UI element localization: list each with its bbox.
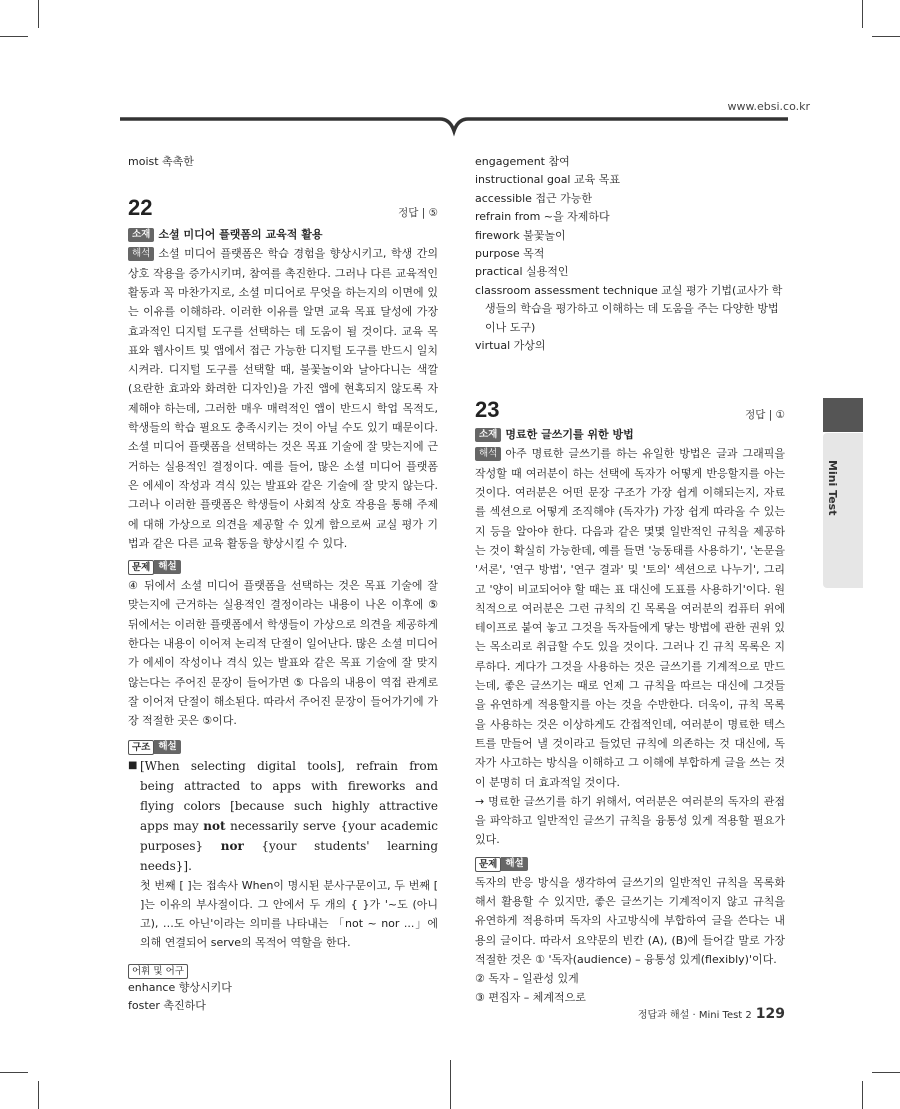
- crop-mark: [872, 36, 900, 37]
- site-url: www.ebsi.co.kr: [727, 100, 810, 113]
- list-item: refrain from ~을 자제하다: [475, 210, 610, 224]
- left-column: [128, 153, 438, 1016]
- vocab-list: [128, 979, 438, 1016]
- q22-problem-header: 문제 해설: [128, 557, 438, 576]
- q23-explanation: 해석 아주 명료한 글쓰기를 하는 유일한 방법은 글과 그래픽을 작성할 때 여러분이 하는 선택에 독자가 어떻게 반응할지를 아는 것이다. 여러분은 어떤 문장 구조가 가장 쉽게 이해되는지, 자료를 섹션으로 어떻게 조직해야 (독자가) 가장 쉽게 따라올 수 있는지 등을 알아야 한다. 다음과 같은 몇몇 일반적인 규칙을 제공하는 것이 확실히 가능한데, 예를 들면 '능동태를 사용하기', '논문을 '서론', '연구 방법', '연구 결과' 및 '토의' 섹션으로 나누기', 그리고 '양이 비교되어야 할 때는 표 대신에 도표를 사용하기'이다. 원칙적으로 여러분은 그런 규칙의 긴 목록을 여러분의 컴퓨터 위에 테이프로 붙여 놓고 그것을 독자들에게 닿는 방법에 관한 권위 있는 목소리로 취급할 수도 있을 것이다. 그러나 긴 규칙 목록은 지루하다. 게다가 그것을 사용하는 것은 글쓰기를 기계적으로 만드는데, 좋은 글쓰기는 때로 언제 그 규칙을 따르는 대신에 그것들을 유연하게 적용할지를 아는 것을 수반한다. 더욱이, 규칙 목록을 사용하는 것은 이상하게도 간접적인데, 여러분이 명료한 텍스트를 만들어 낼 것이라고 들었던 규칙에 의존하는 것 대신에, 독자가 사고하는 방식을 이해하고 그 이해에 부합하게 글을 쓰는 것이 분명히 더 효과적일 것이다.: [475, 447, 785, 789]
- list-item: accessible 접근 가능한: [475, 191, 593, 205]
- crop-mark: [862, 0, 863, 28]
- explain-tag: 해석: [475, 447, 501, 461]
- header-divider: [120, 113, 788, 137]
- structure-english: [When selecting digital tools], refrain from being attracted to apps with fireworks and flying colors [because such highly attractive apps may not necessarily serve {your academic purposes} nor {your students' learning needs}].: [140, 758, 439, 873]
- crop-mark: [38, 1081, 39, 1109]
- page-footer: [638, 1006, 785, 1022]
- right-vocab-list: [475, 153, 785, 355]
- q22-explanation: 해석 소셜 미디어 플랫폼은 학습 경험을 향상시키고, 학생 간의 상호 작용을 증가시키며, 참여를 촉진한다. 그러나 다른 교육적인 활동과 꼭 마찬가지로, 소셜 미디어로 무엇을 하는지의 이면에 있는 이유를 이해하라. 이러한 이유를 알면 교육 목표 달성에 가장 효과적인 디지털 도구를 선택하는 데 도움이 될 것이다. 교육 목표와 웹사이트 및 앱에서 접근 가능한 디지털 도구를 반드시 일치시켜라. 디지털 도구를 선택할 때, 불꽃놀이와 날아다니는 색깔(요란한 효과와 화려한 디자인)을 가진 앱에 현혹되지 않도록 자제해야 하는데, 그러한 매우 매력적인 앱이 반드시 학업 목적도, 학생들의 학습 필요도 충족시키는 것이 아닐 수도 있기 때문이다. 소셜 미디어 플랫폼을 선택하는 것은 목표 기술에 잘 맞는지에 근거하는 실용적인 결정이다. 예를 들어, 많은 소셜 미디어 플랫폼은 에세이 작성과 격식 있는 발표와 같은 기술에 잘 맞지 않는다. 그러나 이러한 플랫폼은 학생들이 사회적 상호 작용을 통해 주제에 대해 가상으로 의견을 제공할 수 있게 함으로써 교실 평가 기법과 같은 다른 교육 활동을 향상시킬 수 있다.: [128, 247, 438, 550]
- q23-header: [475, 397, 785, 425]
- q23-problem-header: 문제 해설: [475, 854, 785, 873]
- list-item: instructional goal 교육 목표: [475, 173, 620, 187]
- q22-problem-text: ④ 뒤에서 소셜 미디어 플랫폼을 선택하는 것은 목표 기술에 잘 맞는지에 근거하는 실용적인 결정이라는 내용이 나온 이후에 ⑤ 뒤에서는 이러한 플랫폼에서 학생들이 가상으로 의견을 제공하게 한다는 내용이 이어져 논리적 단절이 일어난다. 많은 소셜 미디어가 에세이 작성이나 격식 있는 발표와 같은 목표 기술에 잘 맞지 않는다는 주어진 문장이 들어가면 ⑤ 다음의 내용이 역접 관계로 잘 이어져 단절이 해소된다. 따라서 주어진 문장이 들어가기에 가장 적절한 곳은 ⑤이다.: [128, 579, 438, 728]
- right-column: [475, 153, 785, 1008]
- crop-mark: [38, 0, 39, 28]
- crop-mark: [450, 1060, 451, 1109]
- list-item: virtual 가상의: [475, 339, 546, 353]
- q23-number: 23: [475, 397, 500, 423]
- page-number: 129: [755, 1006, 785, 1022]
- q22-structure: ■ [When selecting digital tools], refrain from being attracted to apps with fireworks and flying colors [because such highly attractive apps may not necessarily serve {your academic purposes} nor {your students' learning needs}]. 첫 번째 [ ]는 접속사 When이 명시된 분사구문이고, 두 번째 [ ]는 이유의 부사절이다. 그 안에서 두 개의 { }가 '~도 (아니고), …도 아닌'이라는 의미를 나타내는 「not ~ nor ...」에 의해 연결되어 serve의 목적어 역할을 한다.: [128, 756, 438, 953]
- vocab-moist: moist 촉촉한: [128, 155, 194, 168]
- side-tab-label: Mini Test: [826, 460, 839, 516]
- list-item: enhance 향상시키다: [128, 980, 232, 994]
- vocab-header: 어휘 및 어구: [128, 959, 438, 979]
- explain-tag: 해석: [128, 247, 154, 261]
- structure-korean: 첫 번째 [ ]는 접속사 When이 명시된 분사구문이고, 두 번째 [ ]는 이유의 부사절이다. 그 안에서 두 개의 { }가 '~도 (아니고), …도 아닌'이라는 의미를 나타내는 「not ~ nor ...」에 의해 연결되어 serve의 목적어 역할을 한다.: [140, 878, 438, 950]
- q23-option: ② 독자 – 일관성 있게: [475, 972, 579, 986]
- list-item: firework 불꽃놀이: [475, 228, 566, 242]
- q23-summary: → 명료한 글쓰기를 하기 위해서, 여러분은 여러분의 독자의 관점을 파악하고 일반적인 글쓰기 규칙을 융통성 있게 적용할 필요가 있다.: [475, 794, 785, 847]
- q23-answer: 정답 | ①: [745, 409, 785, 422]
- list-item: classroom assessment technique 교실 평가 기법(교사가 학생들의 학습을 평가하고 이해하는 데 도움을 주는 다양한 방법이나 도구): [475, 283, 783, 334]
- list-item: purpose 목적: [475, 247, 545, 261]
- q22-header: [128, 195, 438, 225]
- q22-answer: 정답 | ⑤: [398, 207, 438, 220]
- q23-problem-text: 독자의 반응 방식을 생각하여 글쓰기의 일반적인 규칙을 목록화해서 활용할 수 있지만, 좋은 글쓰기는 기계적이지 않고 규칙을 유연하게 적용하며 독자의 사고방식에 부합하여 글을 쓴다는 내용의 글이다. 따라서 요약문의 빈칸 (A), (B)에 들어갈 말로 가장 적절한 것은 ① '독자(audience) – 융통성 있게(flexibly)'이다.: [475, 875, 785, 966]
- topic-tag: 소재: [475, 428, 501, 442]
- topic-tag: 소재: [128, 228, 154, 242]
- q22-number: 22: [128, 195, 153, 221]
- footer-label: 정답과 해설 · Mini Test 2: [637, 1010, 752, 1021]
- crop-mark: [872, 1072, 900, 1073]
- crop-mark: [0, 36, 28, 37]
- crop-mark: [862, 1081, 863, 1109]
- q23-option: ③ 편집자 – 체계적으로: [475, 991, 586, 1005]
- crop-mark: [0, 1072, 28, 1073]
- list-item: practical 실용적인: [475, 265, 569, 279]
- side-tab-marker: [823, 398, 863, 432]
- q22-topic: 소재 소셜 미디어 플랫폼의 교육적 활용: [128, 225, 438, 244]
- q23-topic: 소재 명료한 글쓰기를 위한 방법: [475, 425, 785, 444]
- list-item: engagement 참여: [475, 155, 570, 168]
- list-item: foster 촉진하다: [128, 999, 206, 1013]
- q22-structure-header: 구조 해설: [128, 737, 438, 756]
